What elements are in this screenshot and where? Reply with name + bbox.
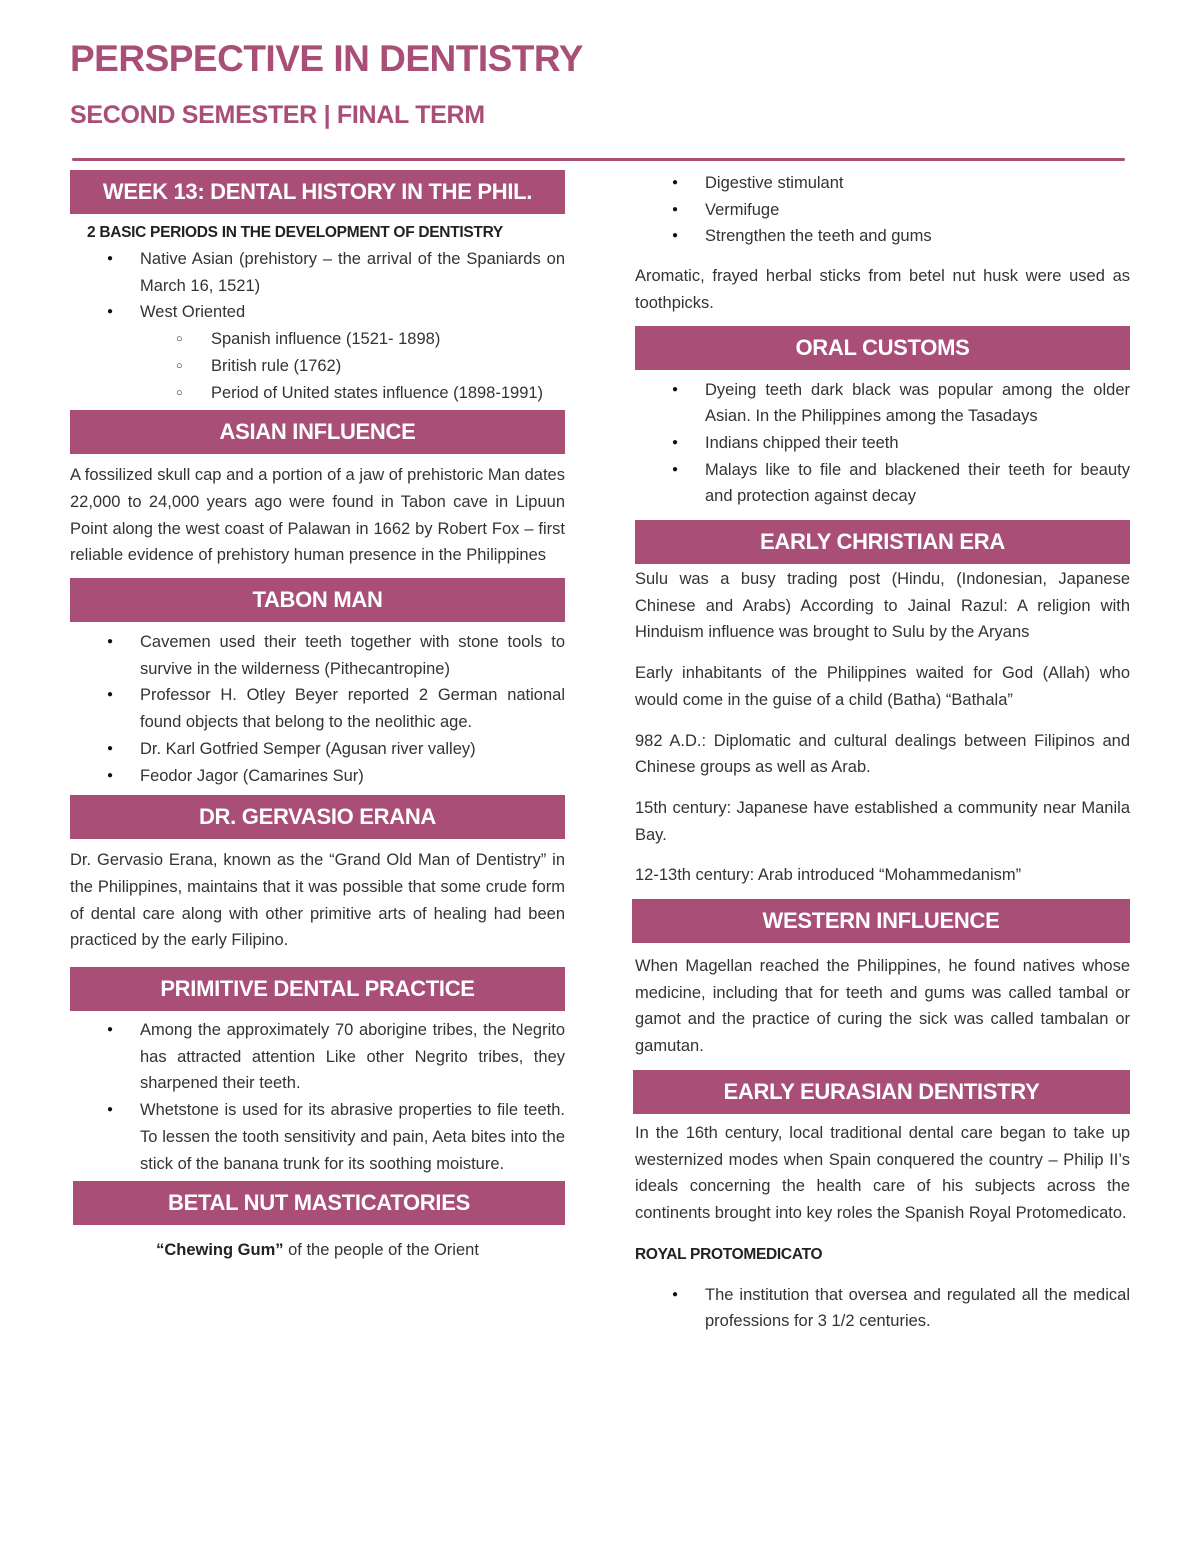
section-heading-week13: WEEK 13: DENTAL HISTORY IN THE PHIL. bbox=[70, 170, 565, 214]
list-item: ● Whetstone is used for its abrasive properties to file teeth. To lessen the tooth sensitivity and pain, Aeta bites into the stick of the banana trunk for its soothing moisture. bbox=[70, 1097, 565, 1177]
basic-periods-subheading: 2 BASIC PERIODS IN THE DEVELOPMENT OF DENTISTRY bbox=[87, 224, 503, 241]
christian-era-p4: 15th century: Japanese have established a community near Manila Bay. bbox=[635, 798, 1130, 844]
section-heading-tabon-man: TABON MAN bbox=[70, 578, 565, 622]
eurasian-dentistry-text: In the 16th century, local traditional dental care began to take up westernized modes when Spain conquered the country – Philip II’s ideals concerning the health care of his subjects across the continents brought into key roles the Spanish Royal Protomedicato. bbox=[635, 1123, 1130, 1222]
list-item: ● Among the approximately 70 aborigine tribes, the Negrito has attracted attention Like other Negrito tribes, they sharpened their teeth. bbox=[70, 1017, 565, 1097]
section-heading-primitive-dental-practice: PRIMITIVE DENTAL PRACTICE bbox=[70, 967, 565, 1011]
list-item: ○ Spanish influence (1521- 1898) bbox=[70, 326, 565, 353]
oral-customs-list bbox=[635, 377, 1130, 511]
aromatic-sticks-text: Aromatic, frayed herbal sticks from betel nut husk were used as toothpicks. bbox=[635, 267, 1130, 312]
list-item: ● Professor H. Otley Beyer reported 2 German national found objects that belong to the neolithic age. bbox=[70, 682, 565, 735]
right-column bbox=[635, 170, 1130, 1335]
betal-nut-text bbox=[70, 1237, 565, 1264]
header-divider bbox=[72, 158, 1125, 161]
christian-era-p3: 982 A.D.: Diplomatic and cultural dealings between Filipinos and Chinese groups as well as Arab. bbox=[635, 731, 1130, 777]
list-item: ● West Oriented bbox=[70, 299, 565, 326]
section-heading-gervasio-erana: DR. GERVASIO ERANA bbox=[70, 795, 565, 839]
list-item: ● Dr. Karl Gotfried Semper (Agusan river valley) bbox=[70, 736, 565, 763]
christian-era-p5: 12-13th century: Arab introduced “Mohammedanism” bbox=[635, 866, 1022, 885]
primitive-practice-list bbox=[70, 1017, 565, 1177]
western-influence-text: When Magellan reached the Philippines, he found natives whose medicine, including that for teeth and gums was called tambal or gamot and the practice of curing the sick was called tambalan or gamutan. bbox=[635, 957, 1130, 1056]
list-item: ● Indians chipped their teeth bbox=[635, 430, 1130, 457]
christian-era-p1: Sulu was a busy trading post (Hindu, (Indonesian, Japanese Chinese and Arabs) According to Jainal Razul: A religion with Hinduism influence was brought to Sulu by the Aryans bbox=[635, 570, 1130, 642]
betal-uses-list bbox=[635, 170, 1130, 250]
list-item: ● Malays like to file and blackened their teeth for beauty and protection against decay bbox=[635, 457, 1130, 510]
section-heading-oral-customs: ORAL CUSTOMS bbox=[635, 326, 1130, 370]
tabon-man-list bbox=[70, 629, 565, 789]
list-item: ● Digestive stimulant bbox=[635, 170, 1130, 197]
christian-era-p2: Early inhabitants of the Philippines waited for God (Allah) who would come in the guise of a child (Batha) “Bathala” bbox=[635, 664, 1130, 709]
royal-protomedicato-heading: ROYAL PROTOMEDICATO bbox=[635, 1245, 823, 1263]
list-item: ○ Period of United states influence (1898-1991) bbox=[70, 380, 565, 407]
list-item: ● Native Asian (prehistory – the arrival of the Spaniards on March 16, 1521) bbox=[70, 246, 565, 299]
periods-list bbox=[70, 246, 565, 326]
page-subtitle: SECOND SEMESTER | FINAL TERM bbox=[70, 101, 485, 129]
list-item: ○ British rule (1762) bbox=[70, 353, 565, 380]
list-item: ● Dyeing teeth dark black was popular among the older Asian. In the Philippines among the Tasadays bbox=[635, 377, 1130, 430]
betal-nut-rest: of the people of the Orient bbox=[283, 1241, 479, 1260]
list-item: ● Strengthen the teeth and gums bbox=[635, 223, 1130, 250]
list-item: ● Feodor Jagor (Camarines Sur) bbox=[70, 763, 565, 790]
list-item: ● The institution that oversea and regulated all the medical professions for 3 1/2 centuries. bbox=[635, 1282, 1130, 1335]
west-oriented-sublist bbox=[70, 326, 565, 406]
section-heading-early-eurasian-dentistry: EARLY EURASIAN DENTISTRY bbox=[633, 1070, 1130, 1114]
gervasio-erana-text: Dr. Gervasio Erana, known as the “Grand Old Man of Dentistry” in the Philippines, maintains that it was possible that some crude form of dental care along with other primitive arts of healing had been practiced by the early Filipino. bbox=[70, 851, 565, 950]
section-heading-early-christian-era: EARLY CHRISTIAN ERA bbox=[635, 520, 1130, 564]
section-heading-asian-influence: ASIAN INFLUENCE bbox=[70, 410, 565, 454]
asian-influence-text: A fossilized skull cap and a portion of a jaw of prehistoric Man dates 22,000 to 24,000 years ago were found in Tabon cave in Lipuun Point along the west coast of Palawan in 1662 by Robert Fox – first reliable evidence of prehistory human presence in the Philippines bbox=[70, 466, 565, 565]
list-item: ● Cavemen used their teeth together with stone tools to survive in the wilderness (Pithecantropine) bbox=[70, 629, 565, 682]
chewing-gum-term: “Chewing Gum” bbox=[156, 1241, 284, 1260]
section-heading-betal-nut: BETAL NUT MASTICATORIES bbox=[73, 1181, 565, 1225]
royal-protomedicato-list bbox=[635, 1282, 1130, 1335]
section-heading-western-influence: WESTERN INFLUENCE bbox=[632, 899, 1130, 943]
left-column bbox=[70, 170, 565, 1264]
page-title: PERSPECTIVE IN DENTISTRY bbox=[70, 38, 583, 79]
list-item: ● Vermifuge bbox=[635, 197, 1130, 224]
